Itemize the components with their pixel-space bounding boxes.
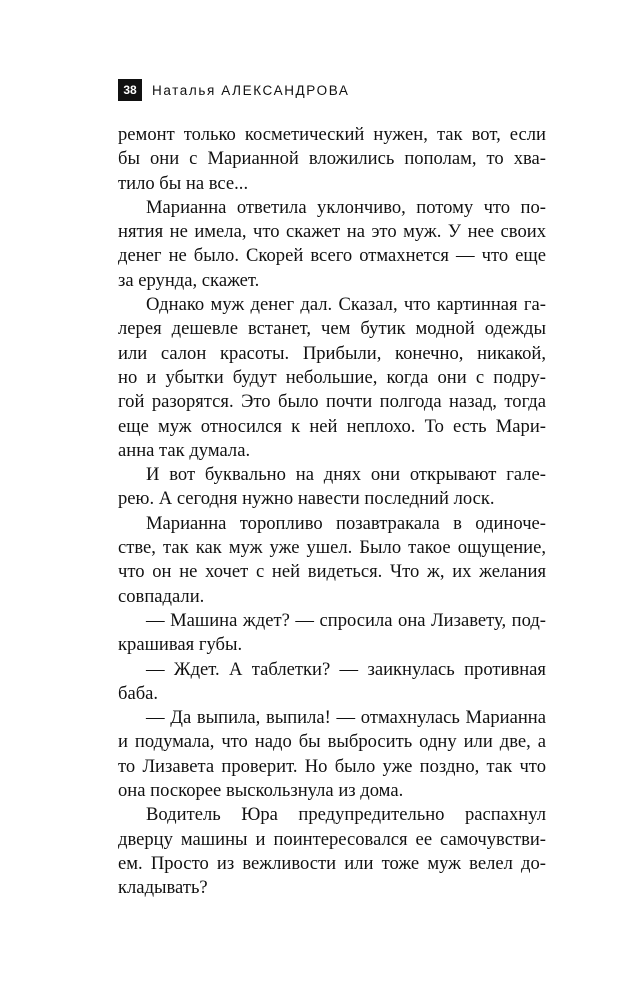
text-line: нятия не имела, что скажет на это муж. У нее своих <box>118 221 546 243</box>
text-line: еще муж относился к ней неплохо. То есть Мари- <box>118 415 546 437</box>
paragraph <box>118 706 546 803</box>
body-text <box>118 123 546 901</box>
text-line: баба. <box>118 682 159 704</box>
text-line: дверцу машины и поинтересовался ее самочувстви- <box>118 828 546 850</box>
page-number: 38 <box>118 79 142 101</box>
page-header <box>118 79 349 101</box>
text-line: анна так думала. <box>118 439 251 461</box>
running-head: Наталья АЛЕКСАНДРОВА <box>152 82 350 98</box>
text-line: но и убытки будут небольшие, когда они с подру- <box>118 366 546 388</box>
text-line: ем. Просто из вежливости или тоже муж велел до- <box>118 852 546 874</box>
paragraph <box>118 196 546 293</box>
text-line: рею. А сегодня нужно навести последний лоск. <box>118 488 495 510</box>
text-line: что он не хочет с ней видеться. Что ж, их желания <box>118 561 546 583</box>
text-line: Марианна торопливо позавтракала в одиноче- <box>146 512 546 534</box>
paragraph <box>118 658 546 707</box>
paragraph <box>118 803 546 900</box>
paragraph <box>118 609 546 658</box>
text-line: Однако муж денег дал. Сказал, что картинная га- <box>146 294 546 316</box>
text-line: — Машина ждет? — спросила она Лизавету, под- <box>146 609 546 631</box>
text-line: Марианна ответила уклончиво, потому что по- <box>146 196 546 218</box>
text-line: ремонт только косметический нужен, так вот, если <box>118 124 546 145</box>
paragraph <box>118 293 546 463</box>
text-line: она поскорее выскользнула из дома. <box>118 780 404 802</box>
text-line: бы они с Марианной вложились пополам, то хва- <box>118 148 546 170</box>
paragraph <box>118 512 546 609</box>
text-line: или салон красоты. Прибыли, конечно, никакой, <box>118 342 546 364</box>
paragraph <box>118 463 546 512</box>
text-line: кладывать? <box>118 877 208 899</box>
text-line: за ерунда, скажет. <box>118 269 260 291</box>
text-line: Водитель Юра предупредительно распахнул <box>146 804 546 826</box>
text-line: и подумала, что надо бы выбросить одну или две, а <box>118 731 546 753</box>
text-line: — Ждет. А таблетки? — заикнулась противная <box>146 658 546 680</box>
text-line: стве, так как муж уже ушел. Было такое ощущение, <box>118 537 546 559</box>
text-line: крашивая губы. <box>118 634 243 656</box>
text-line: И вот буквально на днях они открывают гале- <box>146 464 546 486</box>
text-line: гой разорятся. Это было почти полгода назад, тогда <box>118 391 546 413</box>
text-line: то Лизавета проверит. Но было уже поздно, так что <box>118 755 546 777</box>
text-line: лерея дешевле встанет, чем бутик модной одежды <box>118 318 546 340</box>
text-line: совпадали. <box>118 585 205 607</box>
text-line: денег не было. Скорей всего отмахнется — что еще <box>118 245 546 267</box>
text-line: тило бы на все... <box>118 172 249 194</box>
paragraph <box>118 123 546 196</box>
text-line: — Да выпила, выпила! — отмахнулась Марианна <box>146 707 546 729</box>
